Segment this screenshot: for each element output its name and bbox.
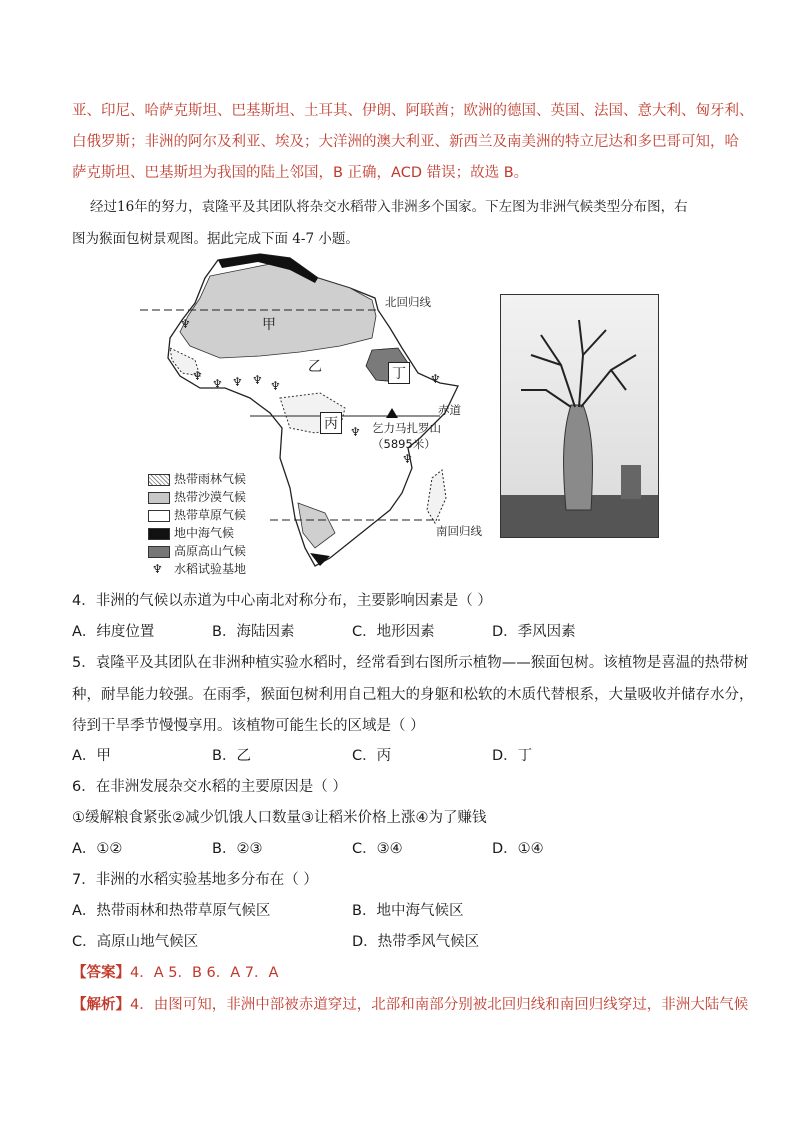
- legend-swatch-savanna: [148, 510, 170, 522]
- q7-option-a[interactable]: A．热带雨林和热带草原气候区: [72, 903, 271, 919]
- analysis-line: [72, 995, 748, 1015]
- legend-mediterranean: 地中海气候: [174, 526, 235, 540]
- q4-option-c[interactable]: C．地形因素: [352, 624, 435, 640]
- q4-option-b[interactable]: B．海陆因素: [212, 624, 295, 640]
- q6-option-a[interactable]: A．①②: [72, 841, 123, 857]
- svg-text:♆: ♆: [212, 377, 223, 391]
- q4-option-a[interactable]: A．纬度位置: [72, 624, 155, 640]
- legend-swatch-mediterranean: [148, 528, 170, 540]
- intro-line-3: 萨克斯坦、巴基斯坦为我国的陆上邻国，B 正确，ACD 错误；故选 B。: [72, 165, 529, 181]
- legend-rice-icon: ♆: [152, 562, 163, 576]
- legend-swatch-rainforest: [148, 474, 170, 486]
- q4-stem: 4．非洲的气候以赤道为中心南北对称分布，主要影响因素是（ ）: [72, 593, 492, 609]
- q6-option-d[interactable]: D．①④: [492, 841, 544, 857]
- region-label-ding: 丁: [388, 362, 410, 384]
- svg-text:♆: ♆: [430, 372, 441, 386]
- south-tropic-label: 南回归线: [436, 524, 482, 538]
- mountain-height: （5895米）: [372, 437, 436, 451]
- svg-text:♆: ♆: [180, 317, 191, 331]
- svg-text:♆: ♆: [402, 452, 413, 466]
- passage-line-2: 图为猴面包树景观图。据此完成下面 4-7 小题。: [72, 231, 359, 247]
- q5-option-d[interactable]: D．丁: [492, 748, 533, 764]
- q7-stem: 7．非洲的水稻实验基地多分布在（ ）: [72, 872, 318, 888]
- intro-line-1: 亚、印尼、哈萨克斯坦、巴基斯坦、土耳其、伊朗、阿联酋；欧洲的德国、英国、法国、意大利、匈牙利、: [72, 103, 754, 119]
- mountain-name: 乞力马扎罗山: [372, 421, 441, 435]
- equator-label: 赤道: [438, 403, 461, 417]
- region-label-jia: 甲: [262, 317, 276, 333]
- baobab-tree-image: [501, 295, 658, 537]
- q7-option-c[interactable]: C．高原山地气候区: [72, 934, 199, 950]
- q6-stem: 6．在非洲发展杂交水稻的主要原因是（ ）: [72, 779, 347, 795]
- region-label-bing: 丙: [320, 412, 342, 434]
- q5-option-a[interactable]: A．甲: [72, 748, 111, 764]
- svg-text:♆: ♆: [192, 369, 203, 383]
- madagascar: [427, 470, 446, 523]
- answer-tag: 【答案】: [72, 965, 130, 981]
- q5-stem-line-2: 种，耐旱能力较强。在雨季，猴面包树利用自己粗大的身躯和松软的木质代替根系，大量吸收并储存水分，: [72, 687, 754, 703]
- q4-option-d[interactable]: D．季风因素: [492, 624, 576, 640]
- legend-rice-base: 水稻试验基地: [174, 562, 247, 576]
- passage-line-1: 经过16年的努力，袁隆平及其团队将杂交水稻带入非洲多个国家。下左图为非洲气候类型分布图，右: [90, 199, 688, 215]
- q5-option-c[interactable]: C．丙: [352, 748, 392, 764]
- q6-option-c[interactable]: C．③④: [352, 841, 403, 857]
- legend-swatch-desert: [148, 492, 170, 504]
- svg-text:♆: ♆: [252, 373, 263, 387]
- legend-desert: 热带沙漠气候: [174, 490, 247, 504]
- svg-text:♆: ♆: [350, 425, 361, 439]
- answer-value: 4．A 5．B 6．A 7．A: [130, 965, 279, 981]
- legend-highland: 高原高山气候: [174, 544, 247, 558]
- q6-sub-items: ①缓解粮食紧张②减少饥饿人口数量③让稻米价格上涨④为了赚钱: [72, 810, 487, 826]
- legend-rainforest: 热带雨林气候: [174, 472, 247, 486]
- svg-text:♆: ♆: [232, 375, 243, 389]
- q7-option-b[interactable]: B．地中海气候区: [352, 903, 464, 919]
- q5-stem-line-3: 待到干旱季节慢慢享用。该植物可能生长的区域是（ ）: [72, 718, 425, 734]
- region-label-yi: 乙: [308, 359, 322, 375]
- q7-option-d[interactable]: D．热带季风气候区: [352, 934, 480, 950]
- q5-option-b[interactable]: B．乙: [212, 748, 251, 764]
- analysis-tag: 【解析】: [72, 997, 130, 1013]
- north-tropic-label: 北回归线: [385, 295, 431, 309]
- q6-option-b[interactable]: B．②③: [212, 841, 263, 857]
- legend-savanna: 热带草原气候: [174, 508, 247, 522]
- africa-climate-map: [140, 248, 482, 576]
- svg-text:♆: ♆: [270, 379, 281, 393]
- baobab-photo: [500, 294, 659, 538]
- intro-line-2: 白俄罗斯；非洲的阿尔及利亚、埃及；大洋洲的澳大利亚、新西兰及南美洲的特立尼达和多巴哥可知，哈: [72, 134, 739, 150]
- answer-line: [72, 963, 278, 983]
- legend-swatch-highland: [148, 546, 170, 558]
- q5-stem-line-1: 5．袁隆平及其团队在非洲种植实验水稻时，经常看到右图所示植物——猴面包树。该植物是喜温的热带树: [72, 655, 749, 671]
- analysis-value: 4．由图可知，非洲中部被赤道穿过，北部和南部分别被北回归线和南回归线穿过，非洲大陆气候: [130, 997, 749, 1013]
